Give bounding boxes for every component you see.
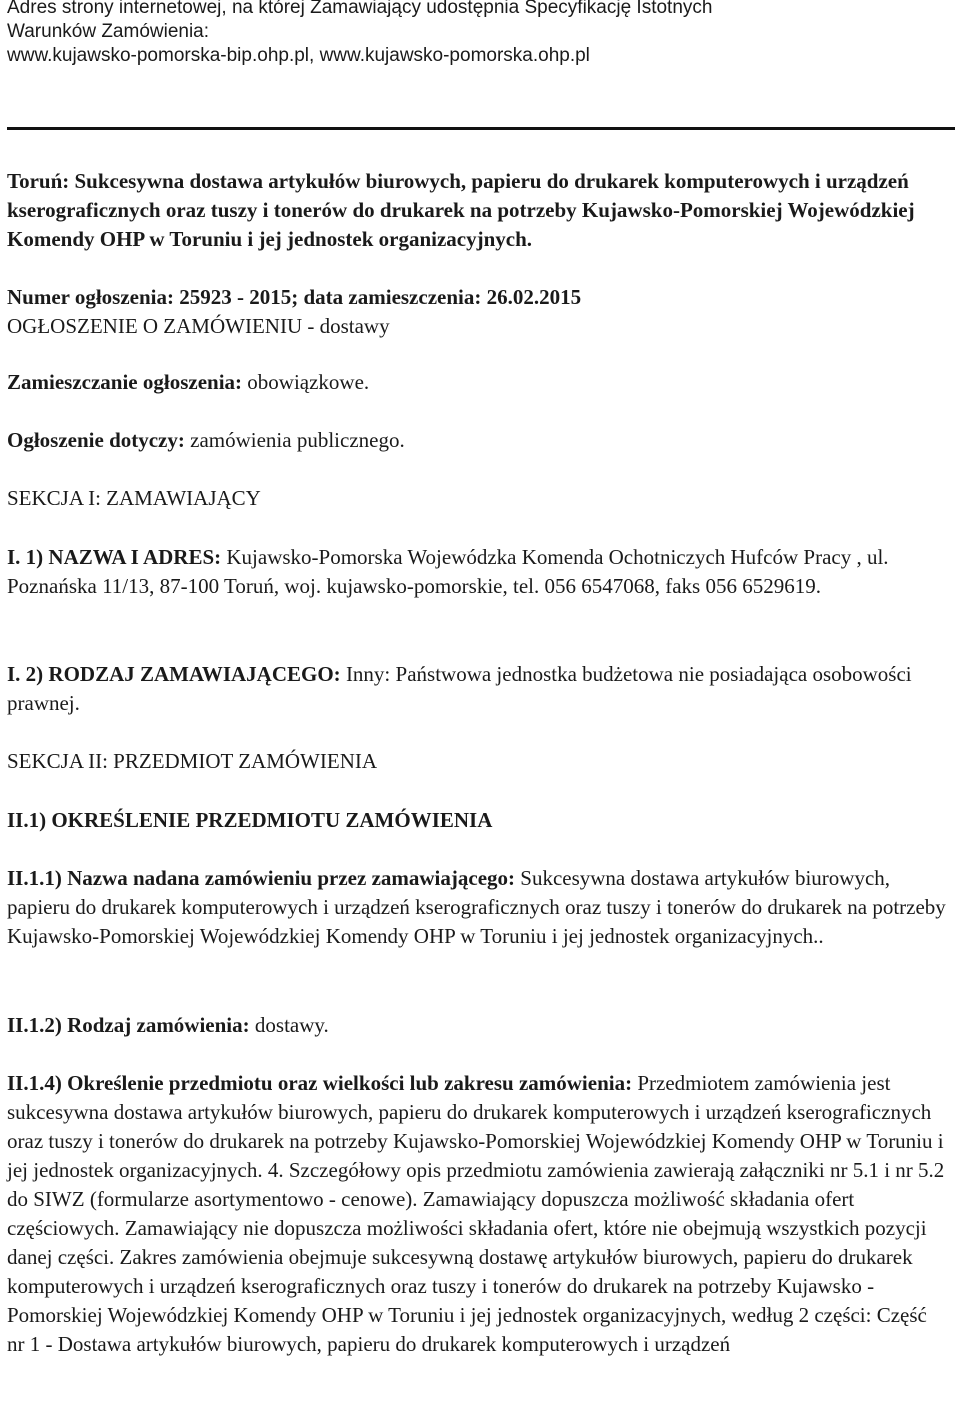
placement-value: obowiązkowe. <box>247 370 370 394</box>
order-scope-value: Przedmiotem zamówienia jest sukcesywna dostawa artykułów biurowych, papieru do drukarek komputerowych i urządzeń kserograficznych oraz tuszy i tonerów do drukarek na potrzeby Kujawsko-Pomorskiej Wojewódzkiej Komendy OHP w Toruniu i jej jednostek organizacyjnych. 4. Szczegółowy opis przedmiotu zamówienia zawierają załączniki nr 5.1 i nr 5.2 do SIWZ (formularze asortymentowo - cenowe). Zamawiający dopuszcza możliwość składania ofert częściowych. Zamawiający nie dopuszcza możliwości składania ofert, które nie obejmują wszystkich pozycji danej części. Zakres zamówienia obejmuje sukcesywną dostawę artykułów biurowych, papieru do drukarek komputerowych i urządzeń kserograficznych oraz tuszy i tonerów do drukarek na potrzeby Kujawsko - Pomorskiej Wojewódzkiej Komendy OHP w Toruniu i jej jednostek organizacyjnych, według 2 części: Część nr 1 - Dostawa artykułów biurowych, papieru do drukarek komputerowych i urządzeń <box>7 1071 945 1356</box>
authority-type-value: Inny: Państwowa jednostka budżetowa nie posiadająca osobowości prawnej. <box>7 662 912 715</box>
order-name-label: II.1.1) Nazwa nadana zamówieniu przez zamawiającego: <box>7 866 516 890</box>
section-1-heading: SEKCJA I: ZAMAWIAJĄCY <box>7 486 261 510</box>
header-line-1: Adres strony internetowej, na której Zamawiający udostępnia Specyfikację Istotnych <box>7 0 713 18</box>
order-kind-value: dostawy. <box>254 1013 329 1037</box>
order-name-value: Sukcesywna dostawa artykułów biurowych, papieru do drukarek komputerowych i urządzeń kserograficznych oraz tuszy i tonerów do drukarek na potrzeby Kujawsko-Pomorskiej Wojewódzkiej Komendy OHP w Toruniu i jej jednostek organizacyjnych.. <box>7 866 946 948</box>
concerns-paragraph <box>7 426 947 455</box>
notice-number-line: Numer ogłoszenia: 25923 - 2015; data zamieszczenia: 26.02.2015 <box>7 285 582 309</box>
contracting-authority-name-address <box>7 543 947 601</box>
authority-type-label: I. 2) RODZAJ ZAMAWIAJĄCEGO: <box>7 662 341 686</box>
notice-title: Toruń: Sukcesywna dostawa artykułów biurowych, papieru do drukarek komputerowych i urządzeń kserograficznych oraz tuszy i tonerów do drukarek na potrzeby Kujawsko-Pomorskiej Wojewódzkiej Komendy OHP w Toruniu i jej jednostek organizacyjnych. <box>7 169 915 251</box>
order-kind-paragraph <box>7 1011 947 1040</box>
contracting-authority-type <box>7 660 947 718</box>
section-2-heading: SEKCJA II: PRZEDMIOT ZAMÓWIENIA <box>7 749 378 773</box>
name-address-value: Kujawsko-Pomorska Wojewódzka Komenda Ochotniczych Hufców Pracy , ul. Poznańska 11/13, 87-100 Toruń, woj. kujawsko-pomorskie, tel. 056 6547068, faks 056 6529619. <box>7 545 889 598</box>
notice-kind: OGŁOSZENIE O ZAMÓWIENIU - dostawy <box>7 314 390 338</box>
name-address-label: I. 1) NAZWA I ADRES: <box>7 545 222 569</box>
siwz-address-header <box>7 0 947 68</box>
header-line-2: Warunków Zamówienia: <box>7 21 210 42</box>
placement-label: Zamieszczanie ogłoszenia: <box>7 370 243 394</box>
concerns-value: zamówienia publicznego. <box>190 428 405 452</box>
order-scope-label: II.1.4) Określenie przedmiotu oraz wielkości lub zakresu zamówienia: <box>7 1071 633 1095</box>
order-scope-paragraph <box>7 1069 947 1359</box>
placement-paragraph <box>7 368 947 397</box>
order-kind-label: II.1.2) Rodzaj zamówienia: <box>7 1013 250 1037</box>
horizontal-rule <box>7 127 955 130</box>
concerns-label: Ogłoszenie dotyczy: <box>7 428 185 452</box>
order-name-paragraph <box>7 864 947 951</box>
siwz-urls[interactable]: www.kujawsko-pomorska-bip.ohp.pl, www.kujawsko-pomorska.ohp.pl <box>7 45 590 66</box>
section-2-subheading: II.1) OKREŚLENIE PRZEDMIOTU ZAMÓWIENIA <box>7 808 493 832</box>
